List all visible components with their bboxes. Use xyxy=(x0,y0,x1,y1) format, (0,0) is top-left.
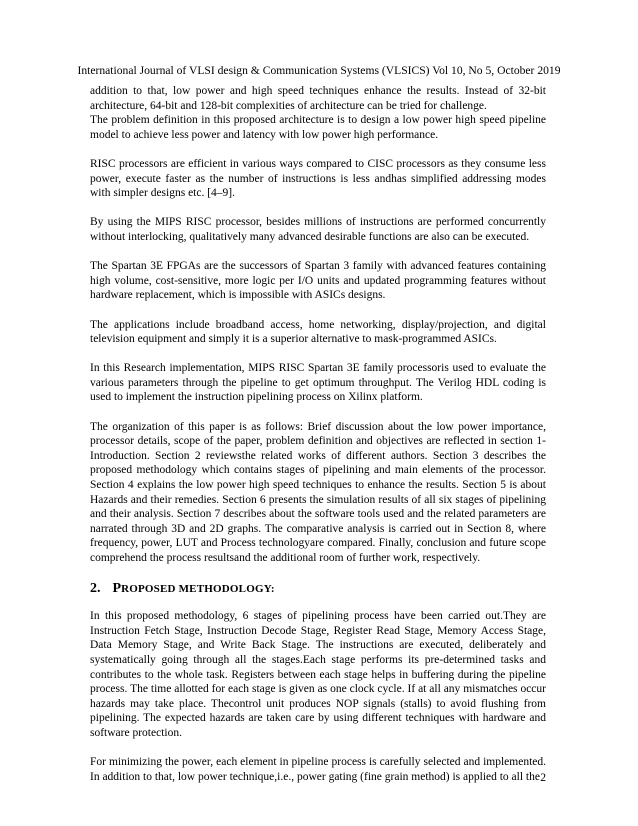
section-paragraph-1: In this proposed methodology, 6 stages of pipelining process have been carried out.They are Instruction Fetch Stage, Instruction Decode Stage, Register Read Stage, Memory Access Stage, Data Memory Stage, and Write Back Stage. The instructions are executed, deliberately and systematically going through all the stages.Each stage performs its pre-determined tasks and contributes to the whole task. Registers between each stage helps in buffering during the pipeline process. The time allotted for each stage is given as one clock cycle. If at all any mismatches occur hazards may take place. Thecontrol unit produces NOP signals (stalls) to avoid flushing from pipelining. The expected hazards are taken care by using different techniques with hardware and software protection. xyxy=(90,610,546,739)
body-text xyxy=(90,84,546,799)
paragraph-1: addition to that, low power and high speed techniques enhance the results. Instead of 32-bit architecture, 64-bit and 128-bit complexities of architecture can be tried for challenge. xyxy=(90,85,546,112)
section-title-initial: P xyxy=(112,581,122,597)
paragraph-5: The Spartan 3E FPGAs are the successors of Spartan 3 family with advanced features containing high volume, cost-sensitive, more logic per I/O units and updated programming features without hardware replacement, which is impossible with ASICs designs. xyxy=(90,260,546,302)
section-heading xyxy=(90,580,546,598)
section-title-rest: ROPOSED METHODOLOGY: xyxy=(121,583,275,596)
section-number: 2. xyxy=(90,581,101,597)
paragraph-4: By using the MIPS RISC processor, besides millions of instructions are performed concurrently without interlocking, qualitatively many advanced desirable functions are also can be executed. xyxy=(90,216,546,243)
paragraph-6: The applications include broadband access, home networking, display/projection, and digital television equipment and simply it is a superior alternative to mask-programmed ASICs. xyxy=(90,318,546,346)
running-head: International Journal of VLSI design & Communication Systems (VLSICS) Vol 10, No 5, October 2019 xyxy=(77,64,561,77)
paragraph-3: RISC processors are efficient in various ways compared to CISC processors as they consume less power, execute faster as the number of instructions is less andhas simplified addressing modes with simpler designs etc. [4–9]. xyxy=(90,157,546,200)
section-paragraph-2: For minimizing the power, each element in pipeline process is carefully selected and implemented. In addition to that, low power technique,i.e., power gating (fine grain method) is applied to all the xyxy=(90,756,546,783)
page-number: 2 xyxy=(540,771,546,784)
paragraph-2: The problem definition in this proposed architecture is to design a low power high speed pipeline model to achieve less power and latency with low power high performance. xyxy=(90,114,546,141)
paragraph-7: In this Research implementation, MIPS RISC Spartan 3E family processoris used to evaluate the various parameters through the pipeline to get optimum throughput. The Verilog HDL coding is used to implement the instruction pipelining process on Xilinx platform. xyxy=(90,362,546,404)
paragraph-8: The organization of this paper is as follows: Brief discussion about the low power importance, processor details, scope of the paper, problem definition and objectives are reflected in section 1-Introduction. Section 2 reviewsthe related works of different authors. Section 3 describes the proposed methodology which contains stages of pipelining and main elements of the processor. Section 4 explains the low power high speed techniques to enhance the results. Section 5 is about Hazards and their remedies. Section 6 presents the simulation results of all six stages of pipelining and their analysis. Section 7 describes about the software tools used and the related parameters are narrated through 3D and 2D graphs. The comparative analysis is carried out in Section 8, where frequency, power, LUT and Process technologyare compared. Finally, conclusion and future scope comprehend the process resultsand the additional room of further work, respectively. xyxy=(90,420,546,564)
